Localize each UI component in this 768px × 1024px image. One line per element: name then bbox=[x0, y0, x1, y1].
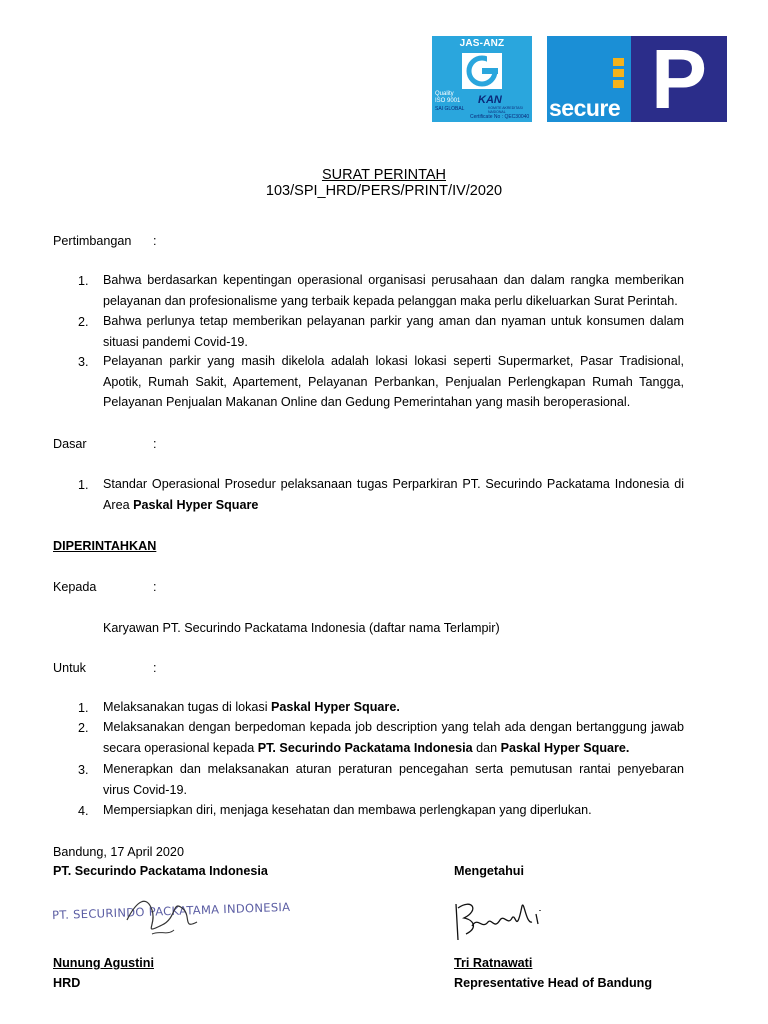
left-signature-scribble bbox=[122, 890, 202, 940]
logo-bar-1 bbox=[613, 58, 624, 66]
left-signatory-title: HRD bbox=[53, 976, 81, 990]
untuk-item-2: Melaksanakan dengan berpedoman kepada job description yang telah ada dengan bertanggung jawab secara operasional kepada PT. Securindo Packatama Indonesia dan Paskal Hyper Square. bbox=[103, 720, 684, 755]
right-signatory-title: Representative Head of Bandung bbox=[454, 976, 653, 990]
certification-logo bbox=[432, 36, 532, 122]
untuk-item-4: Mempersiapkan diri, menjaga kesehatan dan membawa perlengkapan yang diperlukan. bbox=[103, 803, 592, 817]
quality-iso-label: Quality ISO 9001 bbox=[435, 91, 461, 104]
kepada-text: Karyawan PT. Securindo Packatama Indonesia (daftar nama Terlampir) bbox=[103, 621, 500, 635]
place-date: Bandung, 17 April 2020 bbox=[53, 845, 184, 859]
kan-subtitle: KOMITE AKREDITASI NASIONAL bbox=[488, 106, 523, 114]
reference-number: 103/SPI_HRD/PERS/PRINT/IV/2020 bbox=[265, 183, 503, 199]
untuk-item-3: Menerapkan dan melaksanakan aturan peraturan pencegahan serta pemutusan rantai penyebaran virus Covid-19. bbox=[103, 762, 684, 797]
dasar-item-1: Standar Operasional Prosedur pelaksanaan tugas Perparkiran PT. Securindo Packatama Indonesia di Area Paskal Hyper Square bbox=[103, 477, 684, 512]
untuk-colon: : bbox=[153, 661, 157, 675]
logo-bar-2 bbox=[613, 69, 624, 77]
dasar-label: Dasar bbox=[53, 437, 87, 451]
untuk-num-3: 3. bbox=[78, 763, 89, 777]
pertimbangan-colon: : bbox=[153, 234, 157, 248]
kan-logo: KAN bbox=[478, 94, 502, 106]
logo-bar-3 bbox=[613, 80, 624, 88]
right-signature bbox=[452, 896, 552, 946]
pertimbangan-label: Pertimbangan bbox=[53, 234, 132, 248]
untuk-label: Untuk bbox=[53, 661, 86, 675]
dasar-num-1: 1. bbox=[78, 478, 89, 492]
company-stamp bbox=[52, 890, 292, 940]
certification-g-icon bbox=[460, 51, 504, 91]
pertimbangan-item-2: Bahwa perlunya tetap memberikan pelayanan parkir yang aman dan nyaman untuk konsumen dalam situasi pandemi Covid-19. bbox=[103, 314, 684, 349]
pertimbangan-num-2: 2. bbox=[78, 315, 89, 329]
right-signatory-name: Tri Ratnawati bbox=[454, 956, 533, 970]
pertimbangan-num-3: 3. bbox=[78, 355, 89, 369]
secure-wordmark: secure bbox=[549, 95, 621, 121]
secure-logo bbox=[547, 36, 631, 122]
untuk-num-4: 4. bbox=[78, 804, 89, 818]
stamp-text: PT. SECURINDO PACKATAMA INDONESIA bbox=[51, 899, 291, 923]
pertimbangan-item-3: Pelayanan parkir yang masih dikelola adalah lokasi lokasi seperti Supermarket, Pasar Tradisional, Apotik, Rumah Sakit, Apartement, Pelayanan Perbankan, Penjualan Perlengkapan Rumah Tangga, Pelayanan Penjualan Makanan Online dan Gedung Pemerintahan yang masih beroperasional. bbox=[103, 354, 684, 410]
jas-anz-label: JAS-ANZ bbox=[459, 38, 505, 49]
company-name: PT. Securindo Packatama Indonesia bbox=[53, 864, 268, 878]
acknowledged-label: Mengetahui bbox=[454, 864, 524, 878]
untuk-item-1: Melaksanakan tugas di lokasi Paskal Hyper Square. bbox=[103, 700, 400, 714]
pertimbangan-num-1: 1. bbox=[78, 274, 89, 288]
document-title: SURAT PERINTAH bbox=[321, 167, 447, 183]
kepada-label: Kepada bbox=[53, 580, 97, 594]
dasar-colon: : bbox=[153, 437, 157, 451]
kepada-colon: : bbox=[153, 580, 157, 594]
sai-global-label: SAI GLOBAL bbox=[435, 106, 465, 112]
parking-p-logo bbox=[631, 32, 727, 126]
pertimbangan-item-1: Bahwa berdasarkan kepentingan operasional organisasi perusahaan dan dalam rangka memberikan pelayanan dan profesionalisme yang terbaik kepada pelanggan maka perlu dikeluarkan Surat Perintah. bbox=[103, 273, 684, 308]
left-signatory-name: Nunung Agustini bbox=[53, 956, 154, 970]
parking-p-letter: P bbox=[650, 32, 708, 126]
untuk-num-1: 1. bbox=[78, 701, 89, 715]
certificate-number: Certificate No : QEC30040 bbox=[470, 114, 530, 120]
diperintahkan-heading: DIPERINTAHKAN bbox=[53, 539, 157, 553]
untuk-num-2: 2. bbox=[78, 721, 89, 735]
